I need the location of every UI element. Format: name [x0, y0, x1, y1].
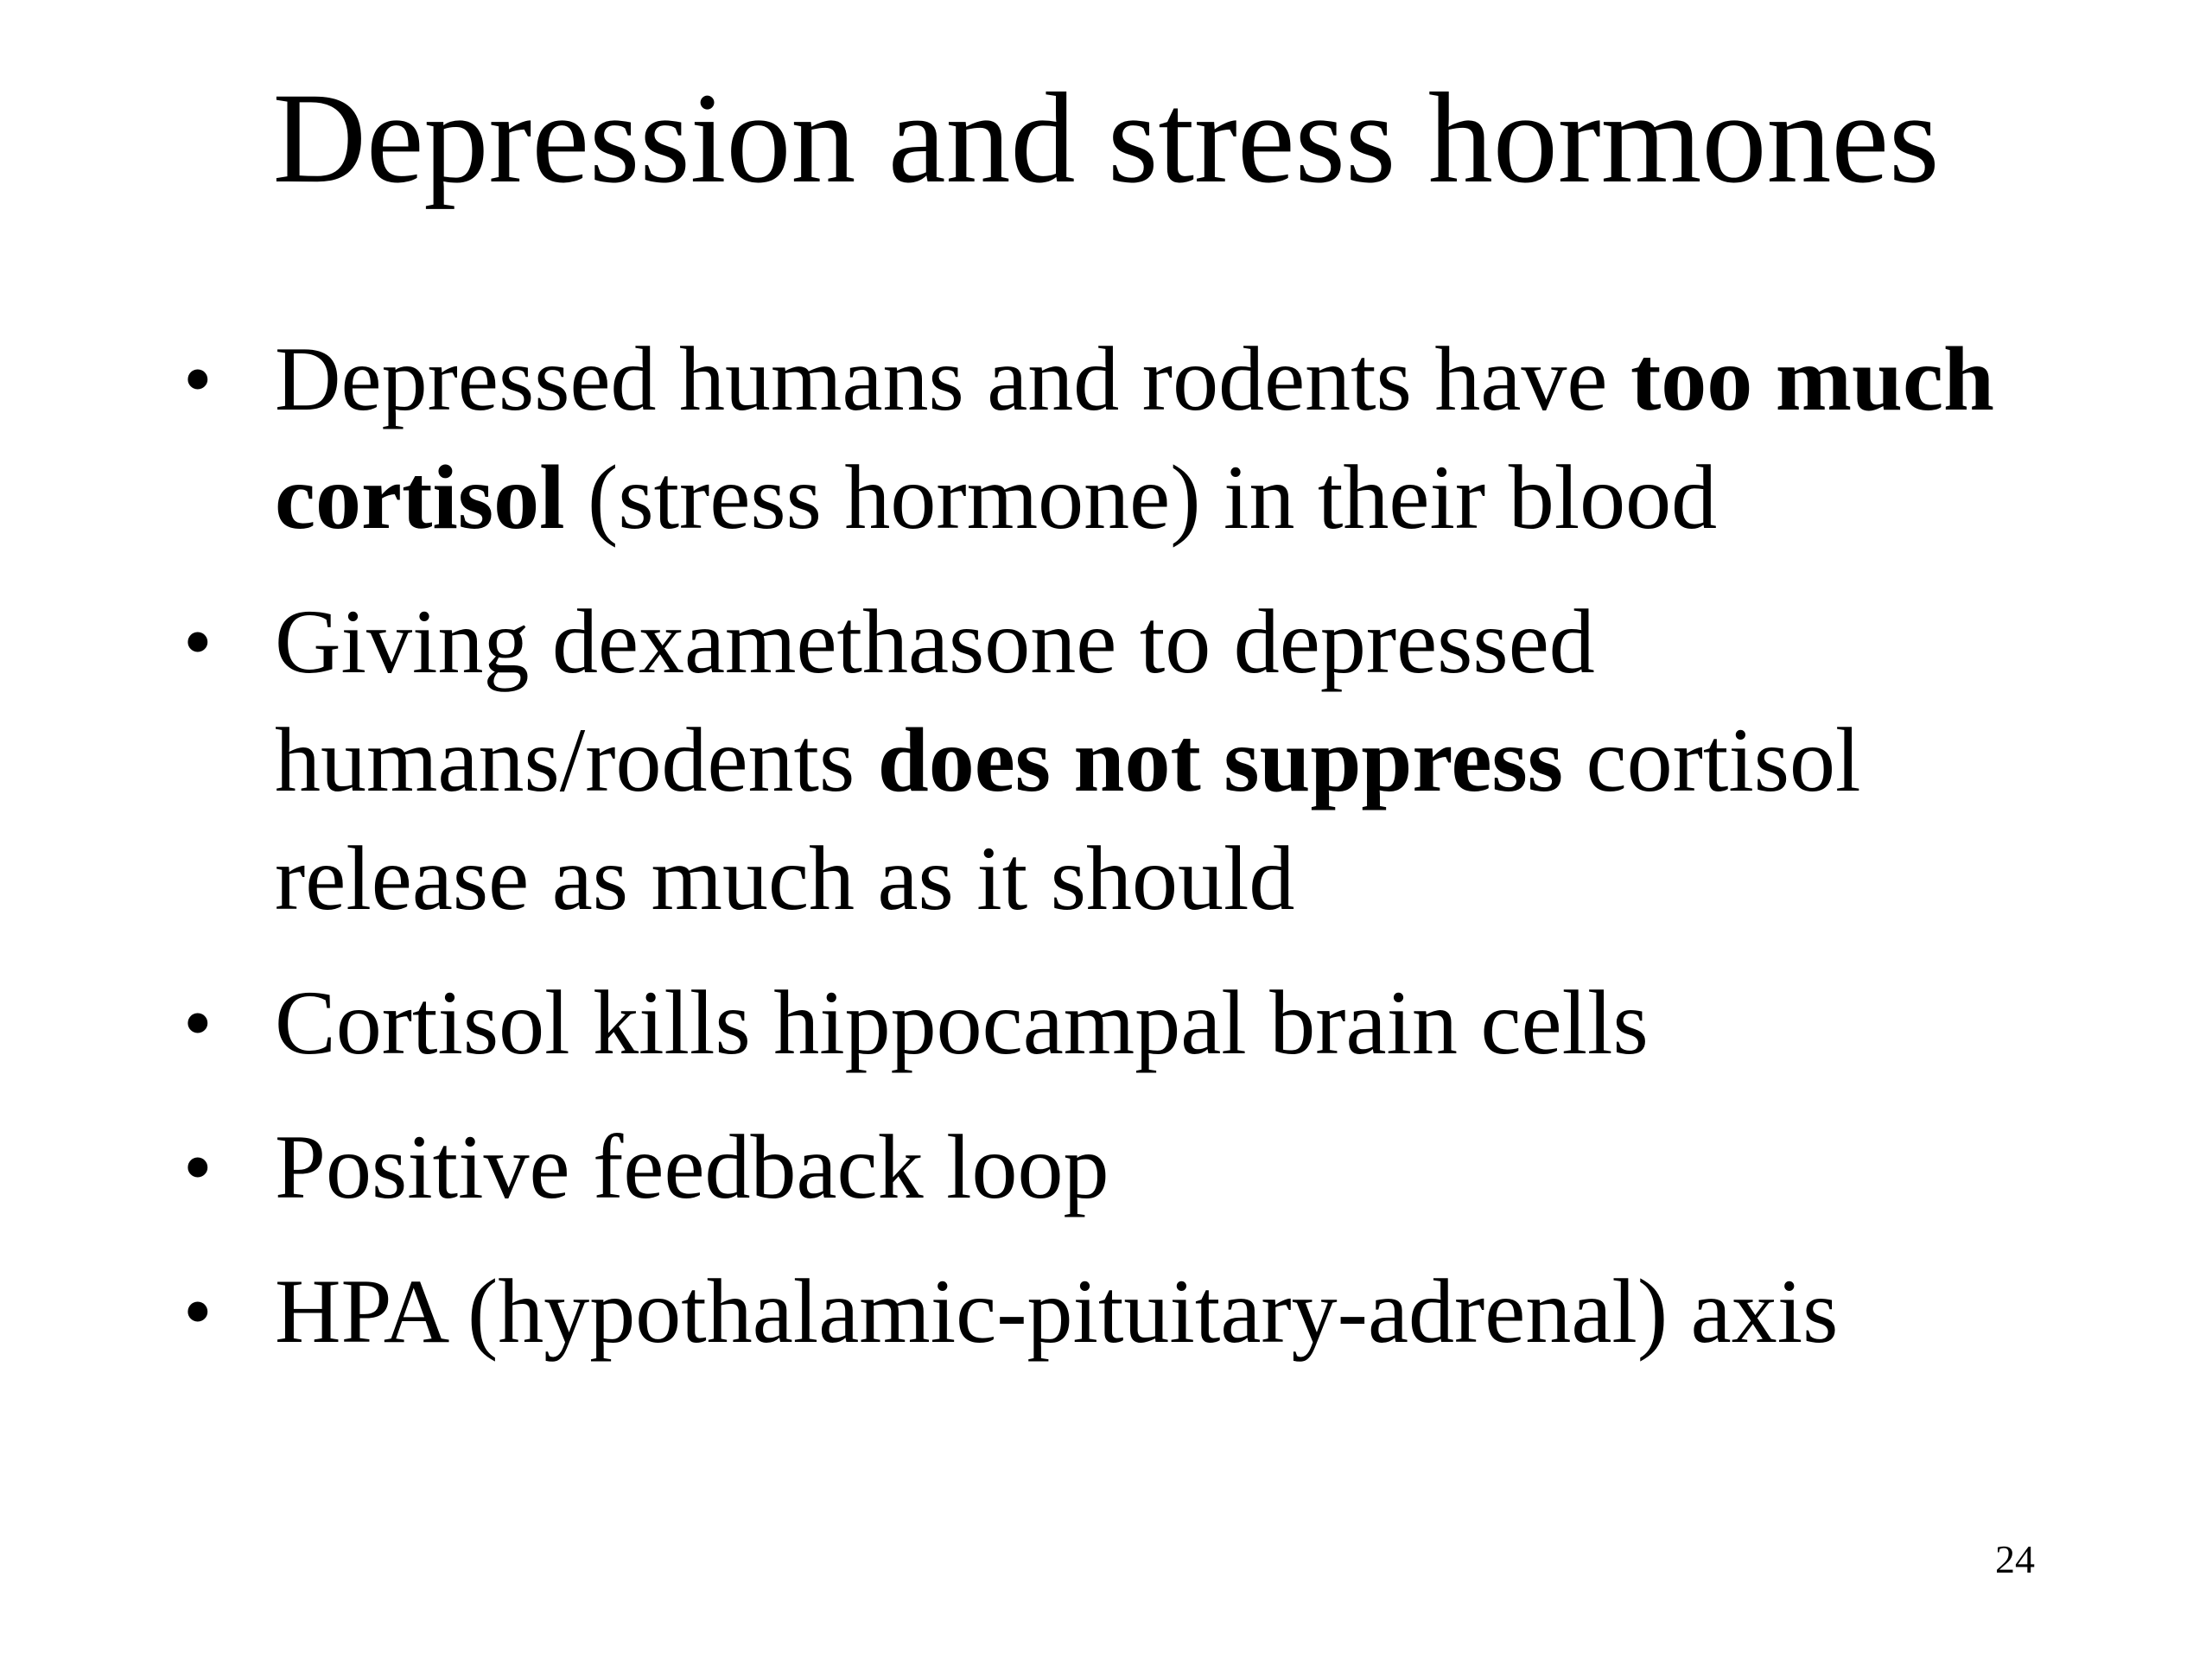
bullet-item — [183, 963, 2055, 1082]
bullet-marker: • — [183, 1121, 213, 1213]
page-number: 24 — [1995, 1537, 2035, 1581]
bullet-text: Cortisol kills hippocampal brain cells — [275, 972, 1649, 1073]
bullet-bold-text: does not suppress — [877, 709, 1564, 810]
bullet-text: Giving dexamethasone to depressed humans/rodents — [275, 591, 1595, 810]
bullet-text: Depressed humans and rodents have — [275, 328, 1630, 429]
bullet-list — [183, 320, 2055, 1396]
bullet-text: Positive feedback loop — [275, 1116, 1109, 1217]
bullet-marker: • — [183, 595, 213, 688]
bullet-item — [183, 1252, 2055, 1370]
bullet-item — [183, 582, 2055, 938]
bullet-marker: • — [183, 1265, 213, 1357]
bullet-text: (stress hormone) in their blood — [564, 447, 1718, 548]
bullet-marker: • — [183, 333, 213, 425]
bullet-bold-text: too much cortisol — [275, 328, 1994, 548]
bullet-text: cortisol release as much as it should — [275, 709, 1861, 929]
bullet-item — [183, 320, 2055, 556]
bullet-marker: • — [183, 976, 213, 1069]
slide-title: Depression and stress hormones — [272, 67, 1940, 210]
bullet-text: HPA (hypothalamic-pituitary-adrenal) axis — [275, 1261, 1839, 1362]
bullet-item — [183, 1108, 2055, 1226]
